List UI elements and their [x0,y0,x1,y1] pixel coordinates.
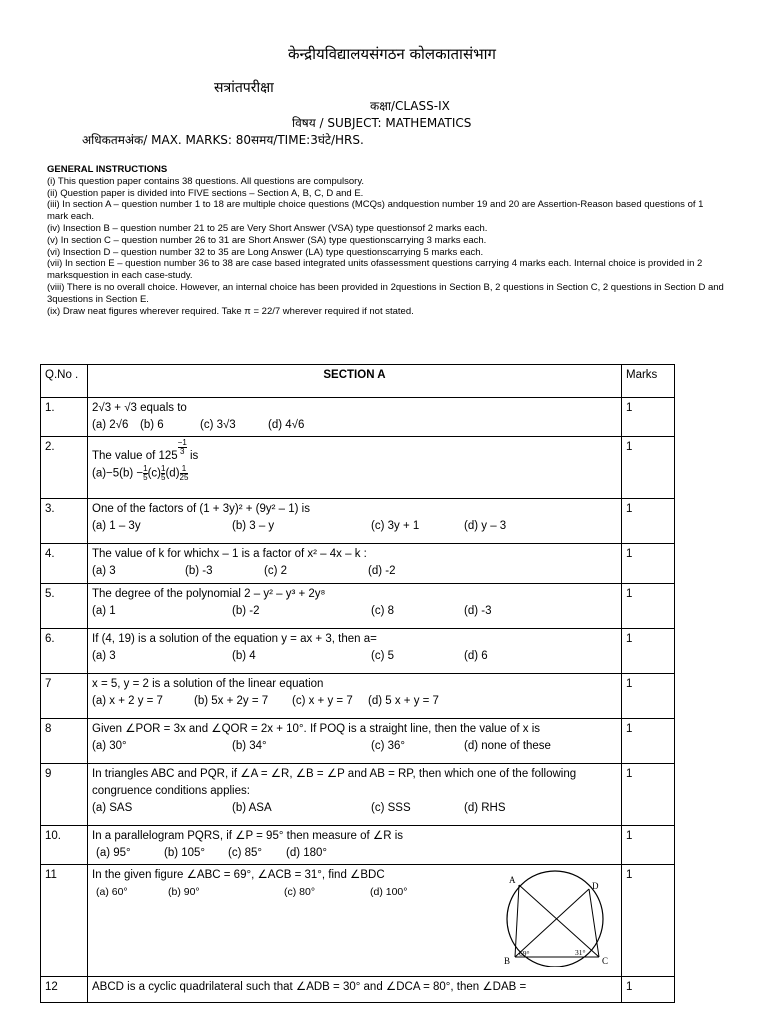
question-text: 2√3 + √3 equals to [92,402,187,414]
fraction-denominator: 3 [180,447,185,456]
table-row [41,544,675,584]
question-marks: 1 [622,826,675,865]
instruction-line: (ix) Draw neat figures wherever required. Take π = 22/7 wherever required if not stated. [47,305,414,317]
fraction-numerator: −1 [177,438,187,447]
question-text: The value of k for whichx – 1 is a factor of x² – 4x – k : [92,548,367,560]
question-marks: 1 [622,499,675,544]
question-marks: 1 [622,437,675,499]
question-text-part: The value of 125 [92,449,178,462]
instruction-line: (iii) In section A – question number 1 to 18 are multiple choice questions (MCQs) andquestion number 19 and 20 are Assertion-Reason based questions of 1 mark each. [47,199,704,223]
option: (c) 5 [371,650,394,662]
option: (c) 2 [264,565,287,577]
class-label: कक्षा/CLASS-IX [370,99,450,113]
table-row [41,865,675,977]
table-header-row [41,365,675,398]
question-marks: 1 [622,865,675,977]
line-ac [519,885,599,957]
question-cell [88,865,622,977]
question-cell [88,437,622,499]
options-row [92,648,617,665]
instruction-line: (v) In section C – question number 26 to 31 are Short Answer (SA) type questionscarrying 3 marks each. [47,234,487,246]
option: (d) y – 3 [464,520,507,532]
option: (a) 1 [92,605,116,617]
question-text [92,439,617,465]
option: (c) 36° [371,740,405,752]
option: (d) none of these [464,740,551,752]
options-row [92,465,617,483]
question-number: 2. [41,437,88,499]
option: (c) 3√3 [200,419,236,431]
option: (a) 2√6 [92,419,129,431]
exponent-fraction [178,439,187,456]
question-number: 6. [41,629,88,674]
question-text: One of the factors of (1 + 3y)² + (9y² – 1) is [92,503,310,515]
question-number: 12 [41,977,88,1003]
option: (a) x + 2 y = 7 [92,695,163,707]
option: (b) 6 [140,419,164,431]
question-cell [88,764,622,826]
line-ab [515,885,519,957]
option: (a) 95° [96,847,131,859]
exam-title: सत्रांतपरीक्षा [214,80,274,96]
instruction-line: (ii) Question paper is divided into FIVE sections – Section A, B, C, D and E. [47,187,364,199]
options-row [92,693,617,710]
question-number: 1. [41,398,88,437]
option: (c) 85° [228,847,262,859]
option: (a)−5 [92,467,120,480]
question-cell [88,826,622,865]
fraction-denominator: 25 [179,472,189,482]
question-number: 9 [41,764,88,826]
option: (c) 3y + 1 [371,520,420,532]
question-cell [88,584,622,629]
fraction-denominator: 5 [161,472,166,482]
table-row [41,629,675,674]
question-number: 4. [41,544,88,584]
table-row [41,977,675,1003]
subject-label: विषय / SUBJECT: MATHEMATICS [292,116,472,130]
question-marks: 1 [622,629,675,674]
label-b: B [504,956,511,966]
option: (d) -3 [464,605,492,617]
option: (d) 6 [464,650,488,662]
line-bd [515,889,589,957]
general-instructions [47,164,727,317]
question-number: 5. [41,584,88,629]
options-row [92,518,617,535]
option: (a) SAS [92,802,133,814]
option: (d) 100° [370,886,408,898]
option: (b) -3 [185,565,213,577]
question-cell [88,398,622,437]
option: (a) 3 [92,565,116,577]
fraction [180,465,189,482]
label-c: C [602,956,609,966]
option: (d) 180° [286,847,328,859]
option: (b) 34° [232,740,267,752]
option: (b) − [119,467,144,480]
qno-header: Q.No . [41,365,88,398]
angle-b-label: 69° [519,949,530,958]
options-row [92,563,617,580]
fraction-numerator: 1 [180,465,189,474]
option: (d) RHS [464,802,506,814]
option: (b) 90° [168,886,200,898]
table-row [41,719,675,764]
option: (b) ASA [232,802,272,814]
table-row [41,499,675,544]
instruction-line: (vii) In section E – question number 36 to 38 are case based integrated units ofassessment questions carrying 4 marks each. Internal choice is provided in 2 marksquestion in each case-study. [47,258,703,282]
table-row [41,674,675,719]
label-d: D [592,881,599,891]
table-row [41,437,675,499]
option: (d) -2 [368,565,396,577]
question-cell [88,499,622,544]
question-text-part: is [186,449,199,462]
cyclic-quadrilateral-figure [489,867,619,967]
question-marks: 1 [622,977,675,1003]
table-row [41,398,675,437]
fraction-denominator: 5 [143,472,148,482]
option: (c) 8 [371,605,394,617]
option: (d) 4√6 [268,419,305,431]
question-number: 7 [41,674,88,719]
option: (c) 80° [284,886,316,898]
instruction-line: (iv) Insection B – question number 21 to 25 are Very Short Answer (VSA) type questionsof 2 marks each. [47,222,488,234]
question-cell [88,629,622,674]
question-cell [88,544,622,584]
option: (d) 5 x + y = 7 [368,695,439,707]
question-text: In triangles ABC and PQR, if ∠A = ∠R, ∠B = ∠P and AB = RP, then which one of the following congruence conditions applies: [92,768,577,797]
options-row [92,738,617,755]
option: (c) x + y = 7 [292,695,353,707]
question-text: If (4, 19) is a solution of the equation y = ax + 3, then a= [92,633,377,645]
instruction-line: (viii) There is no overall choice. However, an internal choice has been provided in 2questions in Section B, 2 questions in Section C, 2 questions in Section D and 3questions in Section E. [47,281,724,305]
question-number: 3. [41,499,88,544]
option: (b) 4 [232,650,256,662]
option: (a) 3 [92,650,116,662]
options-row [92,845,617,862]
instruction-line: (i) This question paper contains 38 questions. All questions are compulsory. [47,175,365,187]
question-marks: 1 [622,719,675,764]
question-number: 10. [41,826,88,865]
question-cell [88,674,622,719]
option: (b) 105° [164,847,206,859]
options-row [92,417,617,434]
section-header: SECTION A [88,365,622,398]
question-cell [88,719,622,764]
option: (b) -2 [232,605,260,617]
question-number: 8 [41,719,88,764]
option: (c) [147,467,162,480]
fraction-numerator: 1 [143,463,148,473]
question-number: 11 [41,865,88,977]
option: (b) 3 – y [232,520,275,532]
table-row [41,826,675,865]
label-a: A [509,875,516,885]
question-marks: 1 [622,764,675,826]
options-row [92,603,617,620]
option: (c) SSS [371,802,411,814]
question-text: Given ∠POR = 3x and ∠QOR = 2x + 10°. If POQ is a straight line, then the value of x is [92,723,541,735]
angle-c-label: 31° [575,948,586,957]
marks-header: Marks [622,365,675,398]
option: (a) 60° [96,886,128,898]
question-marks: 1 [622,544,675,584]
marks-time-label: अधिकतमअंक/ MAX. MARKS: 80समय/TIME:3घंटे/HRS. [82,133,364,147]
question-marks: 1 [622,398,675,437]
instructions-title: GENERAL INSTRUCTIONS [47,164,168,175]
organization-title: केन्द्रीयविद्यालयसंगठन कोलकातासंभाग [288,45,496,63]
option: (b) 5x + 2y = 7 [194,695,269,707]
option: (a) 1 – 3y [92,520,141,532]
question-marks: 1 [622,584,675,629]
options-row [92,800,617,817]
table-row [41,584,675,629]
question-text: In a parallelogram PQRS, if ∠P = 95° then measure of ∠R is [92,830,404,842]
question-text: ABCD is a cyclic quadrilateral such that ∠ADB = 30° and ∠DCA = 80°, then ∠DAB = [92,981,527,993]
instruction-line: (vi) Insection D – question number 32 to 35 are Long Answer (LA) type questionscarrying 5 marks each. [47,246,484,258]
fraction-numerator: 1 [161,463,166,473]
question-text: x = 5, y = 2 is a solution of the linear equation [92,678,324,690]
option: (a) 30° [92,740,127,752]
question-text: In the given figure ∠ABC = 69°, ∠ACB = 31°, find ∠BDC [92,869,385,881]
question-cell [88,977,622,1003]
question-marks: 1 [622,674,675,719]
table-row [41,764,675,826]
questions-table [40,364,675,1003]
question-text: The degree of the polynomial 2 – y² – y³ + 2y⁸ [92,588,326,600]
option: (d) [165,467,180,480]
